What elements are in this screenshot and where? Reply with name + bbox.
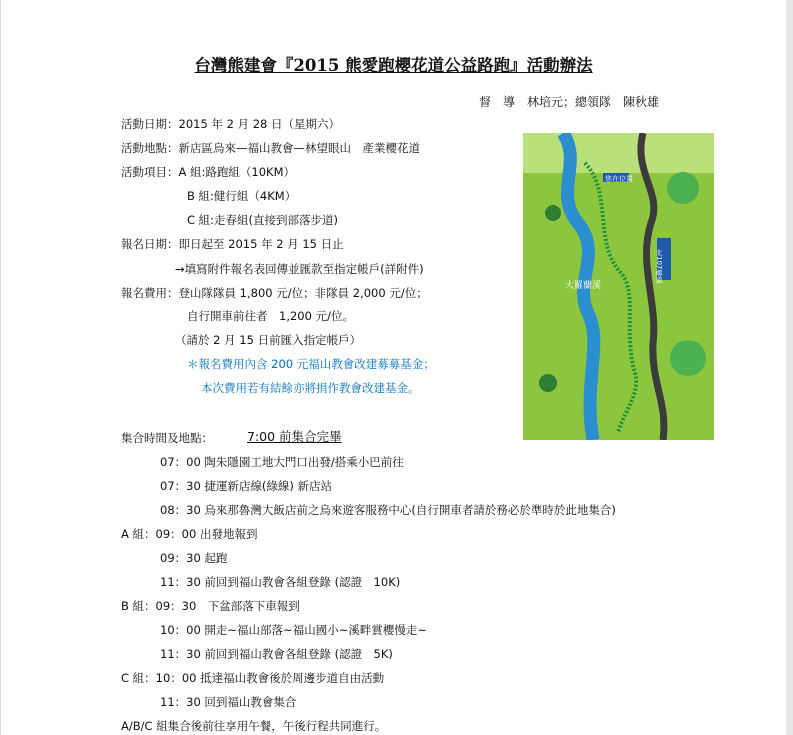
event-item-b: B 組:健行組（4KM） [187, 189, 297, 203]
fee-deadline-note: （請於 2 月 15 日前匯入指定帳戶） [175, 333, 362, 347]
group-c-line-1: C 組：10：00 抵達福山教會後於周邊步道自由活動 [121, 671, 385, 685]
group-a-line-1: A 組：09：00 出發地報到 [121, 527, 258, 541]
svg-text:北107鄉道: 北107鄉道 [655, 249, 663, 284]
fund-note-2: 本次費用若有結餘亦將捐作教會改建基金。 [201, 381, 420, 395]
meeting-label: 集合時間及地點： [121, 431, 213, 445]
svg-text:大羅蘭溪: 大羅蘭溪 [565, 281, 602, 291]
group-b-line-1: B 組：09：30 下盆部落下車報到 [121, 599, 300, 613]
closing-line: A/B/C 組集合後前往享用午餐，午後行程共同進行。 [121, 719, 387, 733]
registration-form-note: →填寫附件報名表回傳並匯款至指定帳戶(詳附件) [175, 262, 424, 276]
group-c-line-2: 11：30 回到福山教會集合 [160, 695, 297, 709]
tree-icon [539, 374, 557, 392]
tree-icon [667, 172, 699, 204]
fee-self-drive: 自行開車前往者 1,200 元/位。 [187, 309, 354, 323]
event-item-c: C 組:走春組(直接到部落步道) [187, 213, 339, 227]
schedule-line-3: 08：30 烏來那魯灣大飯店前之烏來遊客服務中心(自行開車者請於務必於準時於此地集合) [160, 503, 616, 517]
hill-icon [670, 340, 706, 376]
meeting-time: 7:00 前集合完畢 [247, 429, 342, 444]
schedule-line-2: 07：30 捷運新店線(綠線) 新店站 [160, 479, 333, 493]
svg-text:您在位置: 您在位置 [605, 175, 633, 183]
group-b-line-2: 10：00 開走~福山部落~福山國小~溪畔賞櫻慢走~ [160, 623, 427, 637]
event-item-a: 活動項目：A 組:路跑組（10KM） [121, 165, 295, 179]
group-a-line-3: 11：30 前回到福山教會各組登錄 (認證 10K) [160, 575, 401, 589]
document-title: 台灣熊建會『2015 熊愛跑櫻花道公益路跑』活動辦法 [194, 56, 593, 75]
fee-line: 報名費用：登山隊隊員 1,800 元/位；非隊員 2,000 元/位； [121, 286, 428, 300]
fund-note-1: ＊報名費用內含 200 元福山教會改建募募基金； [187, 357, 435, 371]
route-map [523, 133, 714, 440]
event-date: 活動日期：2015 年 2 月 28 日（星期六） [121, 117, 340, 131]
registration-date: 報名日期：即日起至 2015 年 2 月 15 日止 [121, 237, 344, 251]
vertical-scrollbar[interactable] [786, 0, 793, 735]
schedule-line-1: 07：00 陶朱隱園工地大門口出發/搭乘小巴前往 [160, 455, 404, 469]
tree-icon [545, 205, 561, 221]
event-place: 活動地點：新店區烏來—福山教會—林望眼山 產業櫻花道 [121, 141, 420, 155]
group-b-line-3: 11：30 前回到福山教會各組登錄 (認證 5K) [160, 647, 393, 661]
supervisor-line: 督 導 林培元；總領隊 陳秋雄 [479, 95, 660, 109]
group-a-line-2: 09：30 起跑 [160, 551, 228, 565]
